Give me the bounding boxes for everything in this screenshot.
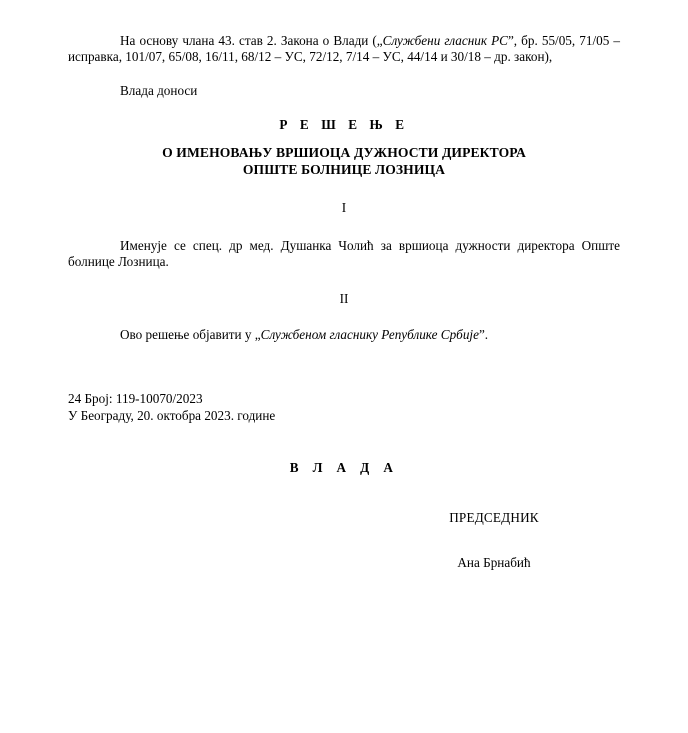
spacer-before-signatory-title: [68, 477, 620, 510]
spacer-before-metadata: [68, 343, 620, 391]
section-body-i: Именује се спец. др мед. Душанка Чолић за вршиоца дужности директора Опште болнице Лозница.: [68, 237, 620, 270]
spacer-after-numeral-i: [68, 217, 620, 238]
spacer-before-issuer: [68, 424, 620, 460]
issuer-heading: В Л А Д А: [289, 460, 399, 476]
spacer-after-section-i: [68, 271, 620, 291]
spacer-after-title: [68, 178, 620, 200]
signature-inner: [449, 510, 539, 572]
spacer-after-numeral-ii: [68, 307, 620, 327]
section-numeral-i: I: [341, 200, 347, 216]
gazette-citation-italic: Службени гласник РС: [382, 33, 508, 48]
spacer-after-act-type: [68, 133, 620, 145]
publication-text-before-quote: Ово решење објавити у „: [120, 327, 261, 343]
place-and-date: У Београду, 20. октобра 2023. године: [68, 407, 276, 423]
spacer-after-preamble: [68, 66, 620, 83]
reference-number: 24 Број: 119-10070/2023: [68, 391, 203, 407]
preamble-text-before-quote: На основу члана 43. став 2. Закона о Влади („: [120, 33, 383, 48]
section-body-ii: [68, 327, 620, 343]
section-numeral-ii: II: [339, 290, 349, 306]
preamble-paragraph: [68, 33, 620, 66]
signatory-name: Ана Брнабић: [457, 555, 531, 571]
title-line-1: О ИМЕНОВАЊУ ВРШИОЦА ДУЖНОСТИ ДИРЕКТОРА: [162, 145, 526, 161]
signature-block: [68, 510, 620, 572]
preamble-text-after-quote: ”, бр. 55/05, 71/05 – исправка, 101/07, 65/08, 16/11, 68/12 – УС, 72/12, 7/14 – УС, 44/14 и 30/18 – др. закон),: [68, 33, 620, 65]
publication-text-after-quote: ”.: [478, 327, 489, 343]
document-body: [68, 33, 620, 572]
enacting-clause: Влада доноси: [120, 82, 198, 98]
spacer-before-signatory-name: [449, 526, 539, 555]
spacer-after-enacting-clause: [68, 99, 620, 116]
signatory-title: ПРЕДСЕДНИК: [449, 509, 539, 525]
act-type-heading: Р Е Ш Е Њ Е: [279, 117, 409, 133]
title-line-2: ОПШТЕ БОЛНИЦЕ ЛОЗНИЦА: [242, 161, 446, 177]
official-gazette-citation-italic: Службеном гласнику Републике Србије: [260, 327, 479, 343]
